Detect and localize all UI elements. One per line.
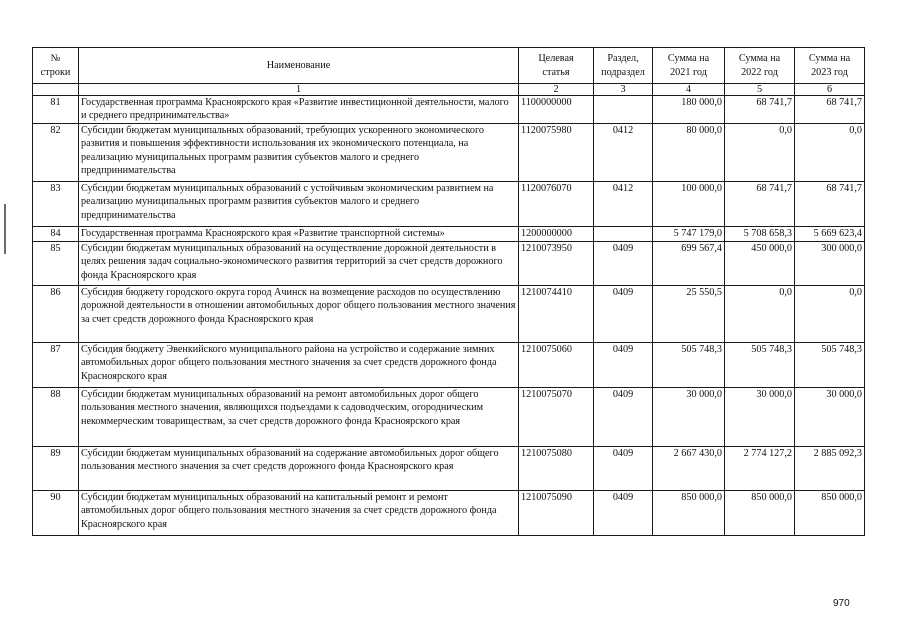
row-sum-2022: 68 741,7 [725, 96, 795, 124]
row-target-code: 1210075060 [519, 343, 594, 388]
table-row [33, 343, 865, 388]
column-index: 5 [725, 84, 795, 96]
row-number: 82 [33, 124, 79, 182]
column-index [33, 84, 79, 96]
header-sum-2023: Сумма на 2023 год [795, 48, 865, 84]
row-sum-2022: 0,0 [725, 124, 795, 182]
row-sum-2022: 2 774 127,2 [725, 447, 795, 491]
row-sum-2023: 0,0 [795, 124, 865, 182]
row-section: 0412 [594, 124, 653, 182]
row-name: Субсидии бюджетам муниципальных образований на ремонт автомобильных дорог общего пользования местного значения, являющихся подъездами к садоводческим, огородническим некоммерческим товариществам, за счет средств дорожного фонда Красноярского края [79, 388, 519, 447]
header-sum-2022: Сумма на 2022 год [725, 48, 795, 84]
row-name: Субсидия бюджету городского округа город Ачинск на возмещение расходов по осуществлению дорожной деятельности в отношении автомобильных дорог общего пользования местного значения за счет средств дорожного фонда Красноярского края [79, 286, 519, 343]
row-section: 0409 [594, 343, 653, 388]
row-name: Субсидии бюджетам муниципальных образований на капитальный ремонт и ремонт автомобильных дорог общего пользования местного значения за счет средств дорожного фонда Красноярского края [79, 491, 519, 536]
header-sum-2021: Сумма на 2021 год [653, 48, 725, 84]
row-name: Субсидии бюджетам муниципальных образований с устойчивым экономическим развитием на реализацию муниципальных программ развития субъектов малого и среднего предпринимательства [79, 182, 519, 227]
row-sum-2023: 30 000,0 [795, 388, 865, 447]
row-sum-2023: 2 885 092,3 [795, 447, 865, 491]
column-index: 3 [594, 84, 653, 96]
row-target-code: 1100000000 [519, 96, 594, 124]
row-section [594, 96, 653, 124]
row-sum-2021: 505 748,3 [653, 343, 725, 388]
row-sum-2022: 5 708 658,3 [725, 227, 795, 242]
table-row [33, 491, 865, 536]
row-sum-2021: 30 000,0 [653, 388, 725, 447]
header-name: Наименование [79, 48, 519, 84]
row-name: Государственная программа Красноярского края «Развитие инвестиционной деятельности, малого и среднего предпринимательства» [79, 96, 519, 124]
table-row [33, 96, 865, 124]
row-sum-2023: 5 669 623,4 [795, 227, 865, 242]
row-name: Государственная программа Красноярского края «Развитие транспортной системы» [79, 227, 519, 242]
column-index-row [33, 84, 865, 96]
row-target-code: 1210075090 [519, 491, 594, 536]
row-sum-2023: 0,0 [795, 286, 865, 343]
table-row [33, 388, 865, 447]
row-sum-2023: 68 741,7 [795, 96, 865, 124]
row-target-code: 1210075070 [519, 388, 594, 447]
row-sum-2021: 850 000,0 [653, 491, 725, 536]
row-target-code: 1210073950 [519, 242, 594, 286]
row-target-code: 1210075080 [519, 447, 594, 491]
row-sum-2022: 450 000,0 [725, 242, 795, 286]
row-sum-2022: 68 741,7 [725, 182, 795, 227]
table-row [33, 182, 865, 227]
row-number: 85 [33, 242, 79, 286]
scan-edge-mark [4, 204, 6, 254]
table-row [33, 124, 865, 182]
page-number: 970 [833, 598, 850, 609]
row-sum-2022: 0,0 [725, 286, 795, 343]
row-sum-2022: 30 000,0 [725, 388, 795, 447]
row-sum-2023: 300 000,0 [795, 242, 865, 286]
row-section: 0409 [594, 447, 653, 491]
header-section: Раздел, подраздел [594, 48, 653, 84]
row-section: 0409 [594, 286, 653, 343]
table-row [33, 286, 865, 343]
table-row [33, 242, 865, 286]
row-sum-2023: 505 748,3 [795, 343, 865, 388]
row-name: Субсидии бюджетам муниципальных образований на содержание автомобильных дорог общего пользования местного значения за счет средств дорожного фонда Красноярского края [79, 447, 519, 491]
row-sum-2023: 850 000,0 [795, 491, 865, 536]
header-row [33, 48, 865, 84]
row-name: Субсидии бюджетам муниципальных образований, требующих ускоренного экономического развития и повышения эффективности использования их экономического потенциала, на реализацию муниципальных программ развития субъектов малого и среднего предпринимательства [79, 124, 519, 182]
row-number: 90 [33, 491, 79, 536]
row-sum-2022: 850 000,0 [725, 491, 795, 536]
row-sum-2021: 5 747 179,0 [653, 227, 725, 242]
row-target-code: 1120075980 [519, 124, 594, 182]
row-sum-2021: 25 550,5 [653, 286, 725, 343]
row-target-code: 1120076070 [519, 182, 594, 227]
row-number: 86 [33, 286, 79, 343]
row-sum-2021: 699 567,4 [653, 242, 725, 286]
header-target: Целевая статья [519, 48, 594, 84]
row-section: 0409 [594, 242, 653, 286]
row-name: Субсидия бюджету Эвенкийского муниципального района на устройство и содержание зимних автомобильных дорог общего пользования местного значения за счет средств дорожного фонда Красноярского края [79, 343, 519, 388]
row-sum-2021: 2 667 430,0 [653, 447, 725, 491]
table-row [33, 227, 865, 242]
row-target-code: 1200000000 [519, 227, 594, 242]
column-index: 1 [79, 84, 519, 96]
row-section: 0409 [594, 388, 653, 447]
table-row [33, 447, 865, 491]
row-number: 88 [33, 388, 79, 447]
row-target-code: 1210074410 [519, 286, 594, 343]
header-row-no: № строки [33, 48, 79, 84]
row-sum-2023: 68 741,7 [795, 182, 865, 227]
row-section: 0412 [594, 182, 653, 227]
row-number: 81 [33, 96, 79, 124]
budget-table [32, 47, 865, 536]
row-name: Субсидии бюджетам муниципальных образований на осуществление дорожной деятельности в целях решения задач социально-экономического развития территорий за счет средств дорожного фонда Красноярского края [79, 242, 519, 286]
row-number: 83 [33, 182, 79, 227]
row-number: 87 [33, 343, 79, 388]
row-number: 89 [33, 447, 79, 491]
row-section: 0409 [594, 491, 653, 536]
column-index: 6 [795, 84, 865, 96]
row-sum-2021: 80 000,0 [653, 124, 725, 182]
row-number: 84 [33, 227, 79, 242]
row-sum-2021: 100 000,0 [653, 182, 725, 227]
column-index: 4 [653, 84, 725, 96]
row-sum-2021: 180 000,0 [653, 96, 725, 124]
row-section [594, 227, 653, 242]
column-index: 2 [519, 84, 594, 96]
row-sum-2022: 505 748,3 [725, 343, 795, 388]
